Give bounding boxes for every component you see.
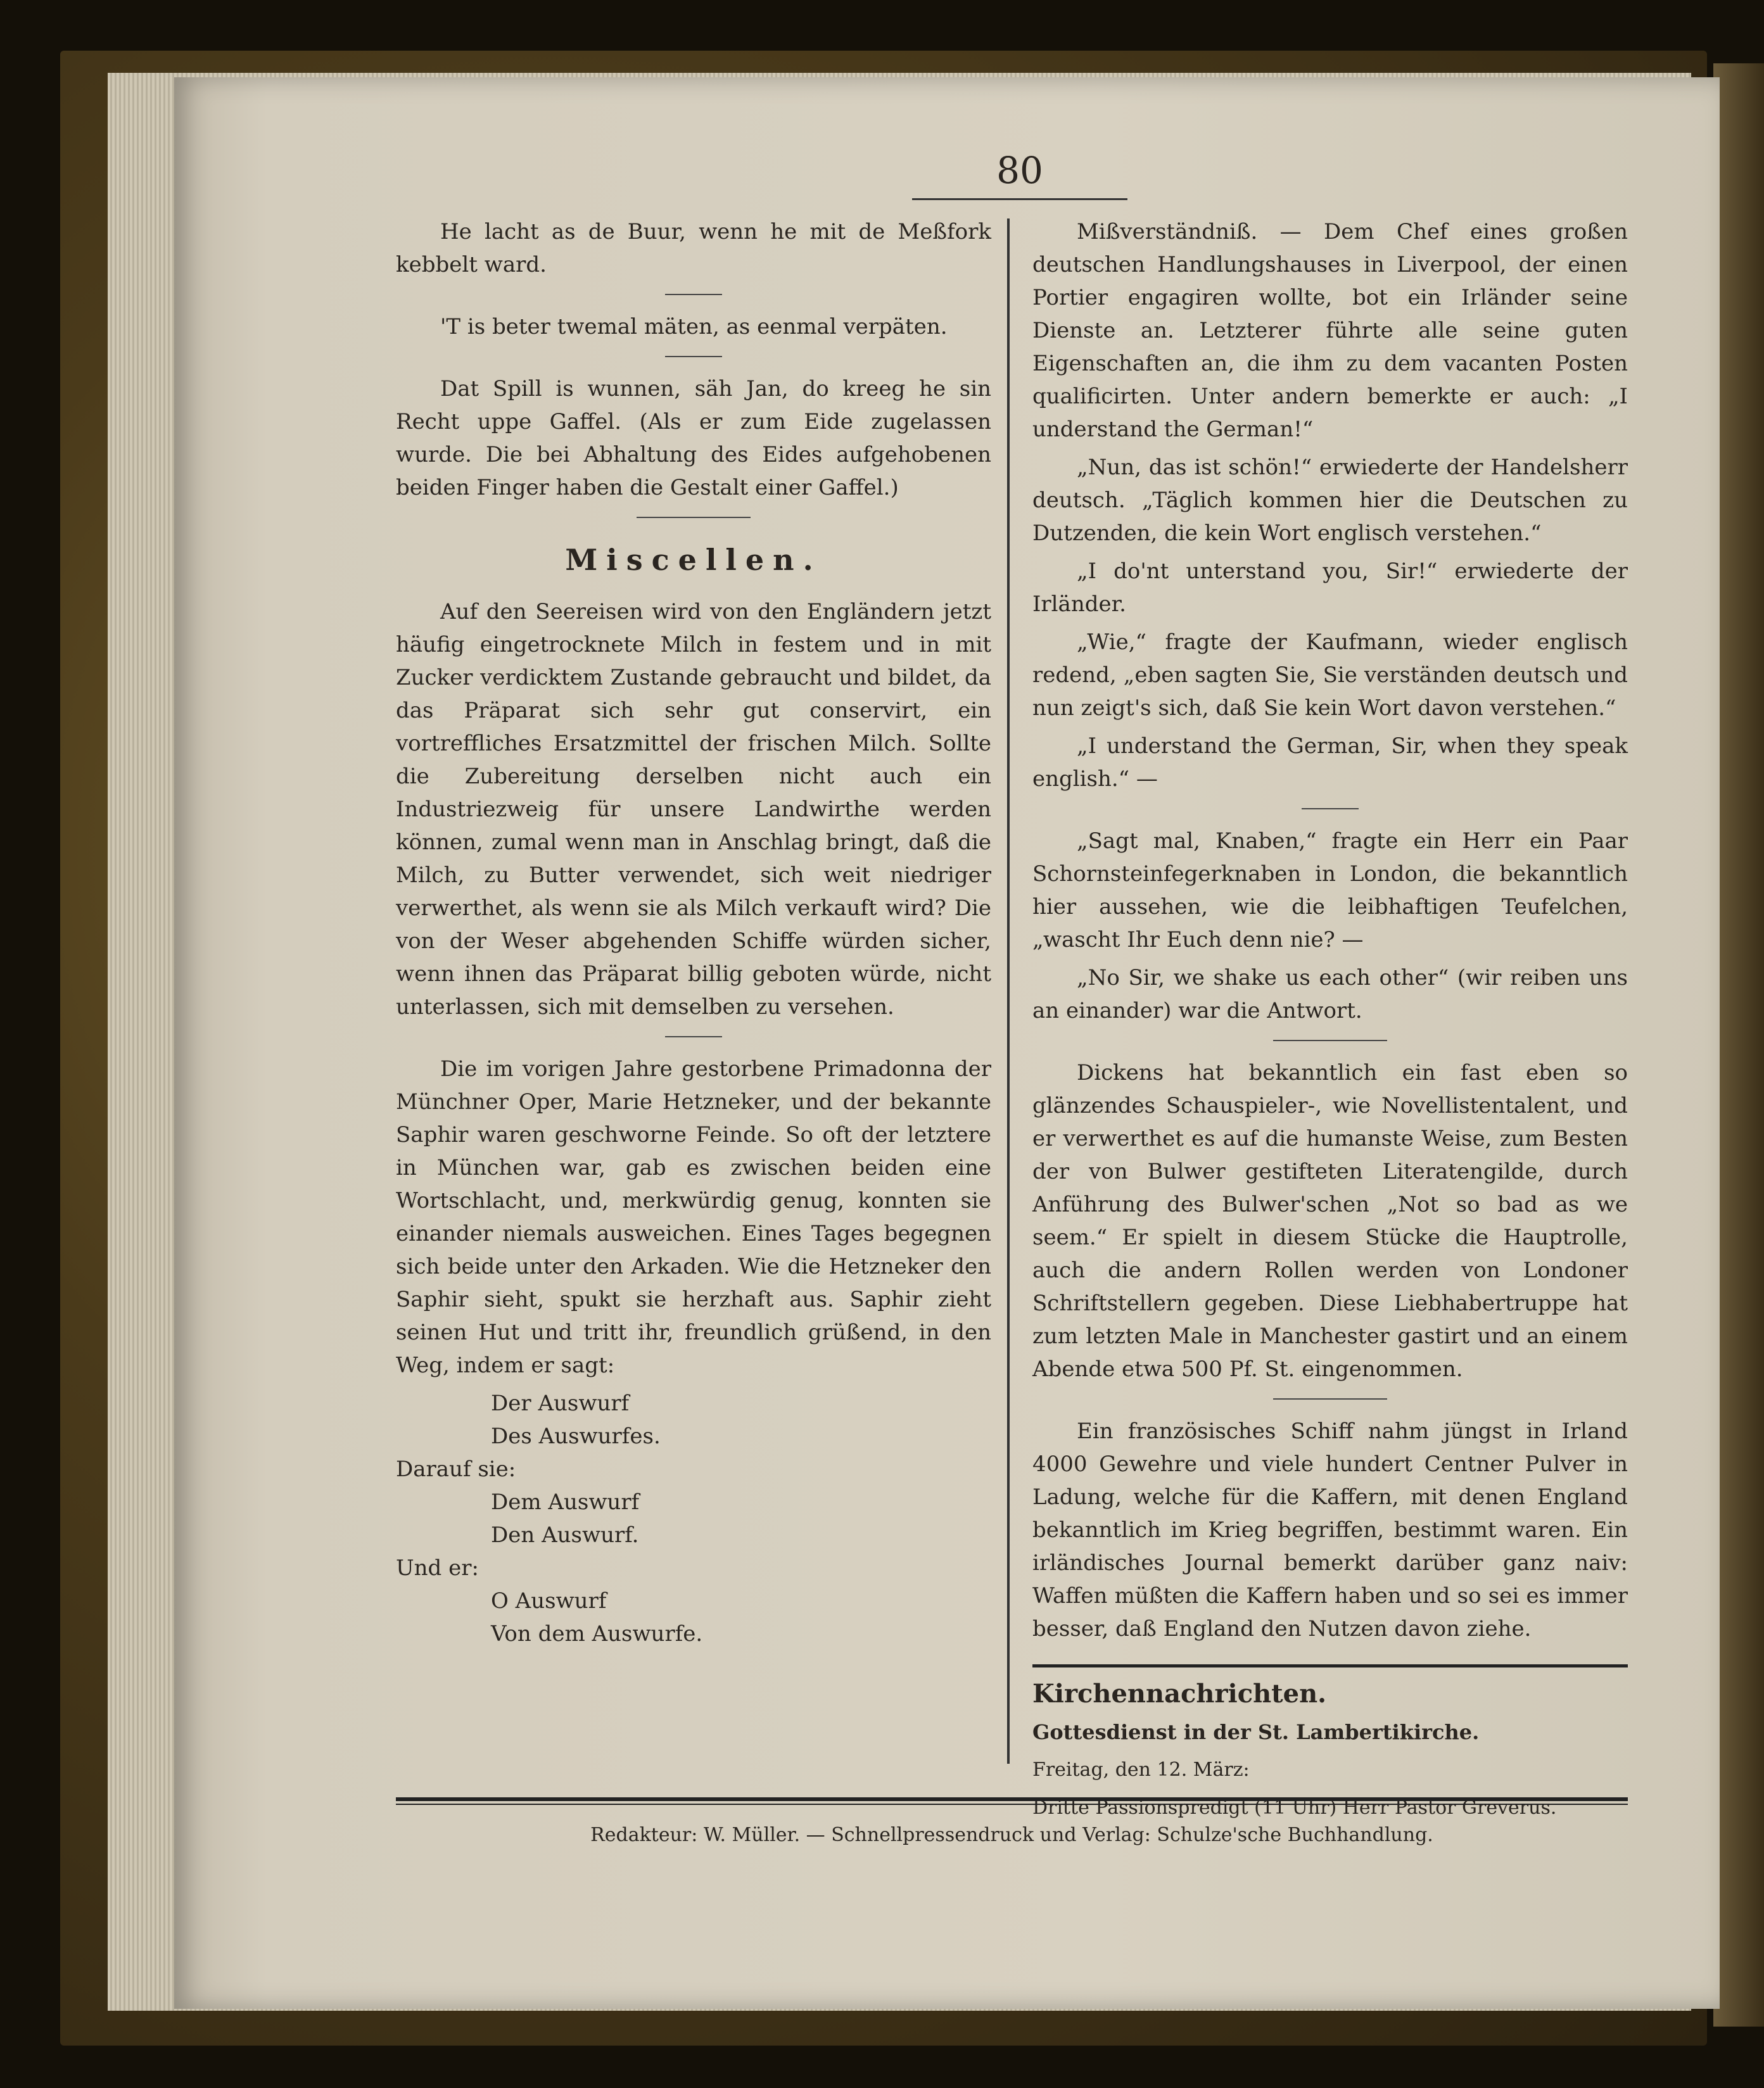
- column-divider: [1007, 218, 1010, 1764]
- dialogue-line: Des Auswurfes.: [491, 1424, 661, 1449]
- church-service-subtitle: Gottesdienst in der St. Lambertikirche.: [1032, 1720, 1480, 1744]
- proverb-3: Dat Spill is wunnen, säh Jan, do kreeg he sin Recht uppe Gaffel. (Als er zum Eide zugelassen wurde. Die bei Abhaltung des Eides aufgehobenen beiden Finger haben die Gestalt einer Gaffel.): [396, 376, 991, 500]
- heavy-rule: [1032, 1664, 1628, 1667]
- church-date: Freitag, den 12. März:: [1032, 1759, 1250, 1781]
- proverb-1: He lacht as de Buur, wenn he mit de Meßfork kebbelt ward.: [396, 219, 991, 277]
- misunderstanding-para: „I do'nt unterstand you, Sir!“ erwiederte der Irländer.: [1032, 559, 1628, 617]
- left-column: [396, 215, 991, 1650]
- milk-article: Auf den Seereisen wird von den Engländern jetzt häufig eingetrocknete Milch in festem und in mit Zucker verdicktem Zustande gebraucht und bildet, da das Präparat sich sehr gut conservirt, ein vortreffliches Ersatzmittel der frischen Milch. Sollte die Zubereitung derselben nicht auch ein Industriezweig für unsere Landwirthe werden können, zumal wenn man in Anschlag bringt, daß die Milch, zu Butter verwendet, sich weit niedriger verwerthet, als wenn sie als Milch verkauft wird? Die von der Weser abgehenden Schiffe würden sicher, wenn ihnen das Präparat billig geboten würde, nicht unterlassen, sich mit demselben zu versehen.: [396, 599, 991, 1020]
- dialogue-line: Dem Auswurf: [491, 1490, 640, 1515]
- section-title: Miscellen.: [565, 543, 822, 577]
- misunderstanding-para: „Wie,“ fragte der Kaufmann, wieder englisch redend, „eben sagten Sie, Sie verständen deutsch und nun zeigt's sich, daß Sie kein Wort davon verstehen.“: [1032, 630, 1628, 721]
- footer-rule: [396, 1797, 1628, 1805]
- imprint-footer: Redakteur: W. Müller. — Schnellpressendruck und Verlag: Schulze'sche Buchhandlung.: [590, 1824, 1433, 1846]
- dialogue-line: Der Auswurf: [491, 1391, 630, 1416]
- dialogue-line: O Auswurf: [491, 1588, 607, 1614]
- misunderstanding-para: „Nun, das ist schön!“ erwiederte der Handelsherr deutsch. „Täglich kommen hier die Deutschen zu Dutzenden, die kein Wort englisch verstehen.“: [1032, 455, 1628, 546]
- facing-page-edge: [1713, 63, 1764, 2027]
- dialogue-line: Den Auswurf.: [491, 1522, 639, 1548]
- dickens-article: Dickens hat bekanntlich ein fast eben so glänzendes Schauspieler-, wie Novellistentalent, und er verwerthet es auf die humanste Weise, zum Besten der von Bulwer gestifteten Literatengilde, durch Anführung des Bulwer'schen „Not so bad as we seem.“ Er spielt in diesem Stücke die Hauptrolle, auch die andern Rollen werden von Londoner Schriftstellern gegeben. Diese Liebhabertruppe hat zum letzten Male in Manchester gastirt und an einem Abende etwa 500 Pf. St. eingenommen.: [1032, 1060, 1628, 1382]
- page-number: 80: [912, 149, 1127, 200]
- separator: [1273, 1040, 1387, 1041]
- church-news-title: Kirchennachrichten.: [1032, 1679, 1327, 1709]
- right-column: [1032, 215, 1628, 1830]
- dialogue-line: Darauf sie:: [396, 1457, 516, 1482]
- chimney-para: „Sagt mal, Knaben,“ fragte ein Herr ein Paar Schornsteinfegerknaben in London, die bekanntlich hier aussehen, wie die leibhaftigen Teufelchen, „wascht Ihr Euch denn nie? —: [1032, 828, 1628, 952]
- separator: [637, 517, 751, 518]
- proverb-2: 'T is beter twemal mäten, as eenmal verpäten.: [440, 314, 948, 339]
- separator: [1273, 1398, 1387, 1400]
- misunderstanding-para: Mißverständniß. — Dem Chef eines großen deutschen Handlungshauses in Liverpool, der einen Portier engagiren wollte, bot ein Irländer seine Dienste an. Letzterer führte alle seine guten Eigenschaften an, die ihm zu dem vacanten Posten qualificirten. Unter andern bemerkte er auch: „I understand the German!“: [1032, 219, 1628, 442]
- dialogue-line: Und er:: [396, 1555, 479, 1581]
- french-ship-article: Ein französisches Schiff nahm jüngst in Irland 4000 Gewehre und viele hundert Centner Pulver in Ladung, welche für die Kaffern, mit denen England bekanntlich im Krieg begriffen, bestimmt waren. Ein irländisches Journal bemerkt darüber ganz naiv: Waffen müßten die Kaffern haben und so sei es immer besser, daß England den Nutzen davon ziehe.: [1032, 1419, 1628, 1642]
- separator: [665, 356, 722, 357]
- saphir-article: Die im vorigen Jahre gestorbene Primadonna der Münchner Oper, Marie Hetzneker, und der bekannte Saphir waren geschworne Feinde. So oft der letztere in München war, gab es zwischen beiden eine Wortschlacht, und, merkwürdig genug, konnten sie einander niemals ausweichen. Eines Tages begegnen sich beide unter den Arkaden. Wie die Hetzneker den Saphir sieht, spukt sie herzhaft aus. Saphir zieht seinen Hut und tritt ihr, freundlich grüßend, in den Weg, indem er sagt:: [396, 1056, 991, 1378]
- separator: [665, 1036, 722, 1037]
- church-service: Dritte Passionspredigt (11 Uhr) Herr Pastor Greverus.: [1032, 1797, 1557, 1819]
- chimney-para: „No Sir, we shake us each other“ (wir reiben uns an einander) war die Antwort.: [1032, 965, 1628, 1023]
- dialogue-line: Von dem Auswurfe.: [491, 1621, 703, 1647]
- misunderstanding-para: „I understand the German, Sir, when they speak english.“ —: [1032, 733, 1628, 792]
- separator: [665, 294, 722, 295]
- separator: [1302, 808, 1359, 809]
